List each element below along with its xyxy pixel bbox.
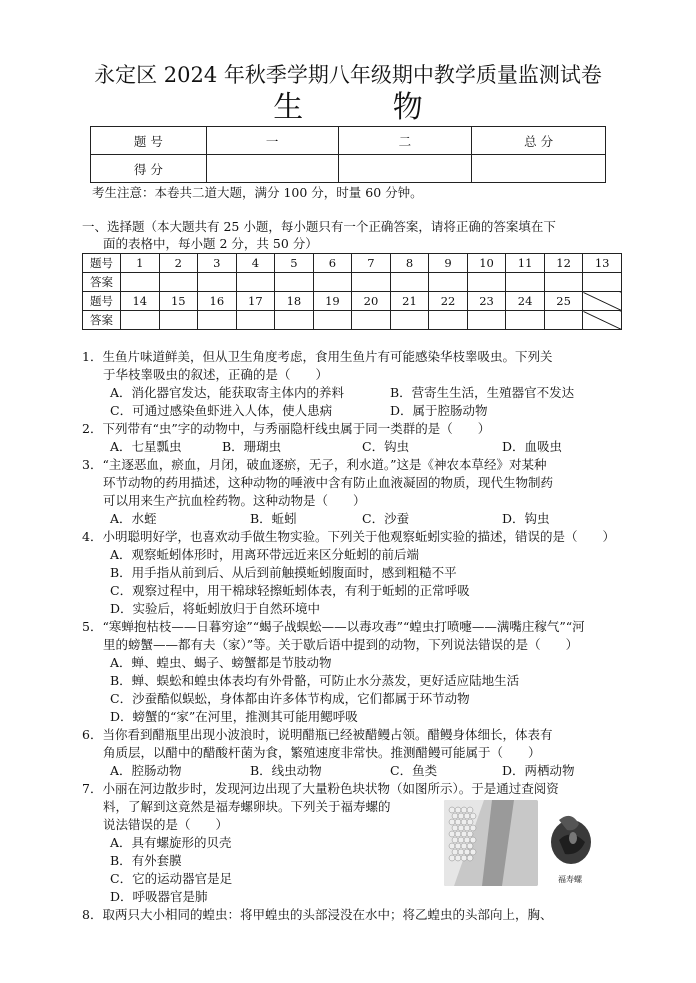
question-number-cell: 1 — [121, 254, 160, 273]
question-line: 6．当你看到醋瓶里出现小波浪时，说明醋瓶已经被醋鳗占领。醋鳗身体细长，体表有 — [82, 727, 553, 742]
question-line: C．沙蚕 — [362, 511, 410, 526]
question-number-cell: 5 — [275, 254, 314, 273]
answer-cell[interactable] — [429, 273, 468, 292]
question-line: 里的螃蟹——都有夫（家）”等。关于歇后语中提到的动物，下列说法错误的是（ ） — [103, 637, 579, 652]
question-number-cell: 23 — [467, 292, 506, 311]
question-number-cell: 14 — [121, 292, 160, 311]
question-number-cell: 8 — [390, 254, 429, 273]
answer-cell[interactable] — [544, 273, 583, 292]
question-number-cell: 11 — [506, 254, 545, 273]
question-line: 可以用来生产抗血栓药物。这种动物是（ ） — [103, 493, 366, 508]
exam-title: 永定区 2024 年秋季学期八年级期中教学质量监测试卷 — [94, 63, 602, 87]
answer-row-label: 题号 — [83, 254, 121, 273]
question-line: A．消化器官发达，能获取寄主体内的养料 — [110, 385, 345, 400]
question-line: D．实验后，将蚯蚓放归于自然环境中 — [110, 601, 321, 616]
question-number-cell: 17 — [236, 292, 275, 311]
question-number-cell: 12 — [544, 254, 583, 273]
question-line: A．七星瓢虫 — [110, 439, 182, 454]
answer-cell[interactable] — [429, 311, 468, 330]
question-line: B．营寄生生活，生殖器官不发达 — [390, 385, 575, 400]
question-number-cell: 7 — [352, 254, 391, 273]
question-line: 7．小丽在河边散步时，发现河边出现了大量粉色块状物（如图所示）。于是通过查阅资 — [82, 781, 559, 796]
question-line: C．钩虫 — [362, 439, 410, 454]
subject-title: 生 物 — [273, 90, 463, 125]
answer-cell[interactable] — [198, 273, 237, 292]
question-number-cell: 9 — [429, 254, 468, 273]
question-line: B．用手指从前到后、从后到前触摸蚯蚓腹面时，感到粗糙不平 — [110, 565, 457, 580]
question-number-cell: 10 — [467, 254, 506, 273]
question-line: A．水蛭 — [110, 511, 157, 526]
score-header-cell: 题 号 — [91, 127, 207, 155]
question-line: C．沙蚕酷似蜈蚣，身体都由许多体节构成，它们都属于环节动物 — [110, 691, 470, 706]
answer-cell[interactable] — [506, 311, 545, 330]
score-table — [90, 126, 606, 183]
blank-diagonal-cell — [583, 311, 622, 330]
answer-cell[interactable] — [467, 311, 506, 330]
score-header-cell: 总 分 — [472, 127, 606, 155]
question-number-cell: 22 — [429, 292, 468, 311]
answer-cell[interactable] — [467, 273, 506, 292]
answer-number-row — [83, 292, 622, 311]
answer-cell[interactable] — [121, 273, 160, 292]
question-number-cell: 3 — [198, 254, 237, 273]
question-number-cell: 15 — [159, 292, 198, 311]
question-line: D．钩虫 — [502, 511, 550, 526]
question-line: 于华枝睾吸虫的叙述，正确的是（ ） — [103, 367, 329, 382]
section1-heading: 一、选择题（本大题共有 25 小题，每小题只有一个正确答案，请将正确的答案填在下 — [82, 219, 556, 234]
question-line: D．呼吸器官是肺 — [110, 889, 208, 904]
question-number-cell: 16 — [198, 292, 237, 311]
answer-number-row — [83, 254, 622, 273]
question-line: B．蝉、蜈蚣和蝗虫体表均有外骨骼，可防止水分蒸发，更好适应陆地生活 — [110, 673, 520, 688]
question-line: 8．取两只大小相同的蝗虫：将甲蝗虫的头部浸没在水中；将乙蝗虫的头部向上，胸、 — [82, 907, 553, 922]
apple-snail-figure — [545, 810, 595, 884]
answer-row-label: 答案 — [83, 311, 121, 330]
question-line: 料，了解到这竟然是福寿螺卵块。下列关于福寿螺的 — [103, 799, 391, 814]
question-line: D．螃蟹的“家”在河里，推测其可能用鳃呼吸 — [110, 709, 358, 724]
question-line: 1．生鱼片味道鲜美，但从卫生角度考虑，食用生鱼片有可能感染华枝睾吸虫。下列关 — [82, 349, 553, 364]
score-header-row — [91, 127, 606, 155]
question-number-cell: 2 — [159, 254, 198, 273]
question-line: C．观察过程中，用干棉球轻擦蚯蚓体表，有利于蚯蚓的正常呼吸 — [110, 583, 470, 598]
question-line: 3．“主逐恶血，瘀血，月闭，破血逐瘀，无子，利水道。”这是《神农本草经》对某种 — [82, 457, 547, 472]
answer-cell[interactable] — [159, 311, 198, 330]
question-line: C．它的运动器官是足 — [110, 871, 233, 886]
question-number-cell: 24 — [506, 292, 545, 311]
answer-cell[interactable] — [313, 273, 352, 292]
snail-caption: 福寿螺 — [558, 875, 582, 884]
answer-row-label: 题号 — [83, 292, 121, 311]
question-line: D．属于腔肠动物 — [390, 403, 488, 418]
answer-fill-row — [83, 273, 622, 292]
question-line: C．鱼类 — [390, 763, 438, 778]
question-line: 环节动物的药用描述，这种动物的唾液中含有防止血液凝固的物质，现代生物制药 — [103, 475, 554, 490]
question-line: A．蝉、蝗虫、蝎子、螃蟹都是节肢动物 — [110, 655, 332, 670]
score-row-label: 得 分 — [91, 155, 207, 183]
question-line: C．可通过感染鱼虾进入人体，使人患病 — [110, 403, 333, 418]
apple-snail-icon — [545, 810, 595, 870]
question-line: B．蚯蚓 — [250, 511, 297, 526]
question-line: A．具有螺旋形的贝壳 — [110, 835, 232, 850]
section1-heading-cont: 面的表格中，每小题 2 分，共 50 分） — [103, 236, 318, 251]
question-line: 角质层，以醋中的醋酸杆菌为食，繁殖速度非常快。推测醋鳗可能属于（ ） — [103, 745, 541, 760]
question-line: 2．下列带有“虫”字的动物中，与秀丽隐杆线虫属于同一类群的是（ ） — [82, 421, 491, 436]
blank-diagonal-cell — [583, 292, 622, 311]
score-cell[interactable] — [206, 155, 338, 183]
score-header-cell: 二 — [338, 127, 472, 155]
answer-cell[interactable] — [583, 273, 622, 292]
question-number-cell: 6 — [313, 254, 352, 273]
question-line: 5．“寒蝉抱枯枝——日暮穷途”“蝎子战蜈蚣——以毒攻毒”“蝗虫打喷嚏——满嘴庄稼气”“河 — [82, 619, 585, 634]
answer-cell[interactable] — [121, 311, 160, 330]
question-number-cell: 25 — [544, 292, 583, 311]
question-number-cell: 21 — [390, 292, 429, 311]
answer-cell[interactable] — [352, 311, 391, 330]
question-number-cell: 19 — [313, 292, 352, 311]
question-line: B．珊瑚虫 — [222, 439, 282, 454]
question-number-cell: 20 — [352, 292, 391, 311]
snail-eggs-photo — [444, 800, 538, 886]
answer-cell[interactable] — [236, 273, 275, 292]
answer-cell[interactable] — [275, 273, 314, 292]
question-line: 4．小明聪明好学，也喜欢动手做生物实验。下列关于他观察蚯蚓实验的描述，错误的是（ ） — [82, 529, 615, 544]
answer-cell[interactable] — [159, 273, 198, 292]
question-number-cell: 18 — [275, 292, 314, 311]
question-line: B．有外套膜 — [110, 853, 182, 868]
answer-cell[interactable] — [198, 311, 237, 330]
answer-cell[interactable] — [275, 311, 314, 330]
answer-cell[interactable] — [236, 311, 275, 330]
question-number-cell: 13 — [583, 254, 622, 273]
score-cell[interactable] — [472, 155, 606, 183]
answer-cell[interactable] — [352, 273, 391, 292]
score-value-row — [91, 155, 606, 183]
question-line: A．观察蚯蚓体形时，用离环带远近来区分蚯蚓的前后端 — [110, 547, 420, 562]
score-cell[interactable] — [338, 155, 472, 183]
snail-eggs-image — [444, 800, 538, 886]
question-line: B．线虫动物 — [250, 763, 322, 778]
answer-cell[interactable] — [390, 273, 429, 292]
answer-cell[interactable] — [390, 311, 429, 330]
answer-cell[interactable] — [506, 273, 545, 292]
answer-fill-row — [83, 311, 622, 330]
answer-cell[interactable] — [544, 311, 583, 330]
answer-cell[interactable] — [313, 311, 352, 330]
question-number-cell: 4 — [236, 254, 275, 273]
question-line: D．两栖动物 — [502, 763, 575, 778]
answer-table — [82, 253, 622, 330]
exam-note: 考生注意：本卷共二道大题，满分 100 分，时量 60 分钟。 — [92, 185, 423, 200]
question-line: 说法错误的是（ ） — [103, 817, 229, 832]
score-header-cell: 一 — [206, 127, 338, 155]
answer-row-label: 答案 — [83, 273, 121, 292]
question-line: A．腔肠动物 — [110, 763, 182, 778]
question-line: D．血吸虫 — [502, 439, 563, 454]
